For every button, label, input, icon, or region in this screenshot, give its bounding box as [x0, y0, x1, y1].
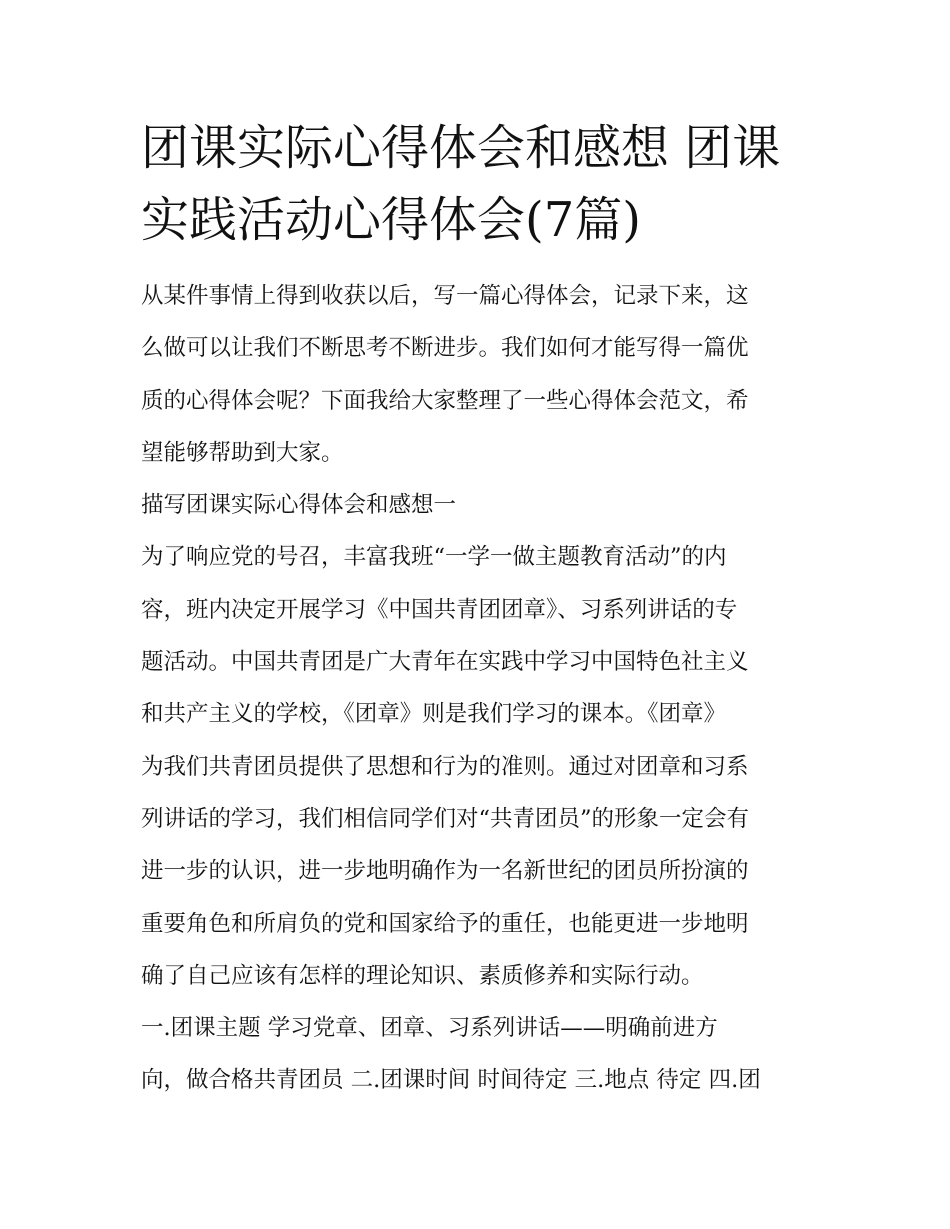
document-body	[141, 270, 831, 1107]
paragraph-line-6: 列讲话的学习，我们相信同学们对“共青团员”的形象一定会有	[141, 805, 750, 832]
paragraph-line-8: 重要角色和所肩负的党和国家给予的重任，也能更进一步地明	[141, 910, 749, 937]
paragraph-line-7: 进一步的认识，进一步地明确作为一名新世纪的团员所扮演的	[141, 858, 749, 885]
intro-line-1: 从某件事情上得到收获以后，写一篇心得体会，记录下来，这	[141, 283, 749, 309]
intro-line-3: 质的心得体会呢？下面我给大家整理了一些心得体会范文，希	[141, 387, 749, 414]
paragraph-line-4: 和共产主义的学校，《团章》则是我们学习的课本。《团章》	[141, 701, 727, 728]
outline-line-2: 向，做合格共青团员 二.团课时间 时间待定 三.地点 待定 四.团	[141, 1067, 761, 1094]
outline-line-1: 一.团课主题 学习党章、团章、习系列讲话——明确前进方	[141, 1015, 718, 1042]
document-title	[141, 112, 831, 256]
title-line-1: 团课实际心得体会和感想 团课	[141, 120, 781, 176]
paragraph-line-5: 为我们共青团员提供了思想和行为的准则。通过对团章和习系	[141, 753, 749, 780]
paragraph-line-2: 容，班内决定开展学习《中国共青团团章》、习系列讲话的专	[141, 596, 738, 623]
paragraph-line-3: 题活动。中国共青团是广大青年在实践中学习中国特色社主义	[141, 649, 749, 676]
paragraph-line-9: 确了自己应该有怎样的理论知识、素质修养和实际行动。	[141, 962, 704, 989]
section-heading: 描写团课实际心得体会和感想一	[141, 492, 457, 519]
intro-line-4: 望能够帮助到大家。	[141, 439, 344, 466]
paragraph-line-1: 为了响应党的号召，丰富我班“一学一做主题教育活动”的内	[141, 544, 727, 571]
title-line-2: 实践活动心得体会(7篇)	[141, 192, 641, 248]
intro-line-2: 么做可以让我们不断思考不断进步。我们如何才能写得一篇优	[141, 335, 749, 362]
